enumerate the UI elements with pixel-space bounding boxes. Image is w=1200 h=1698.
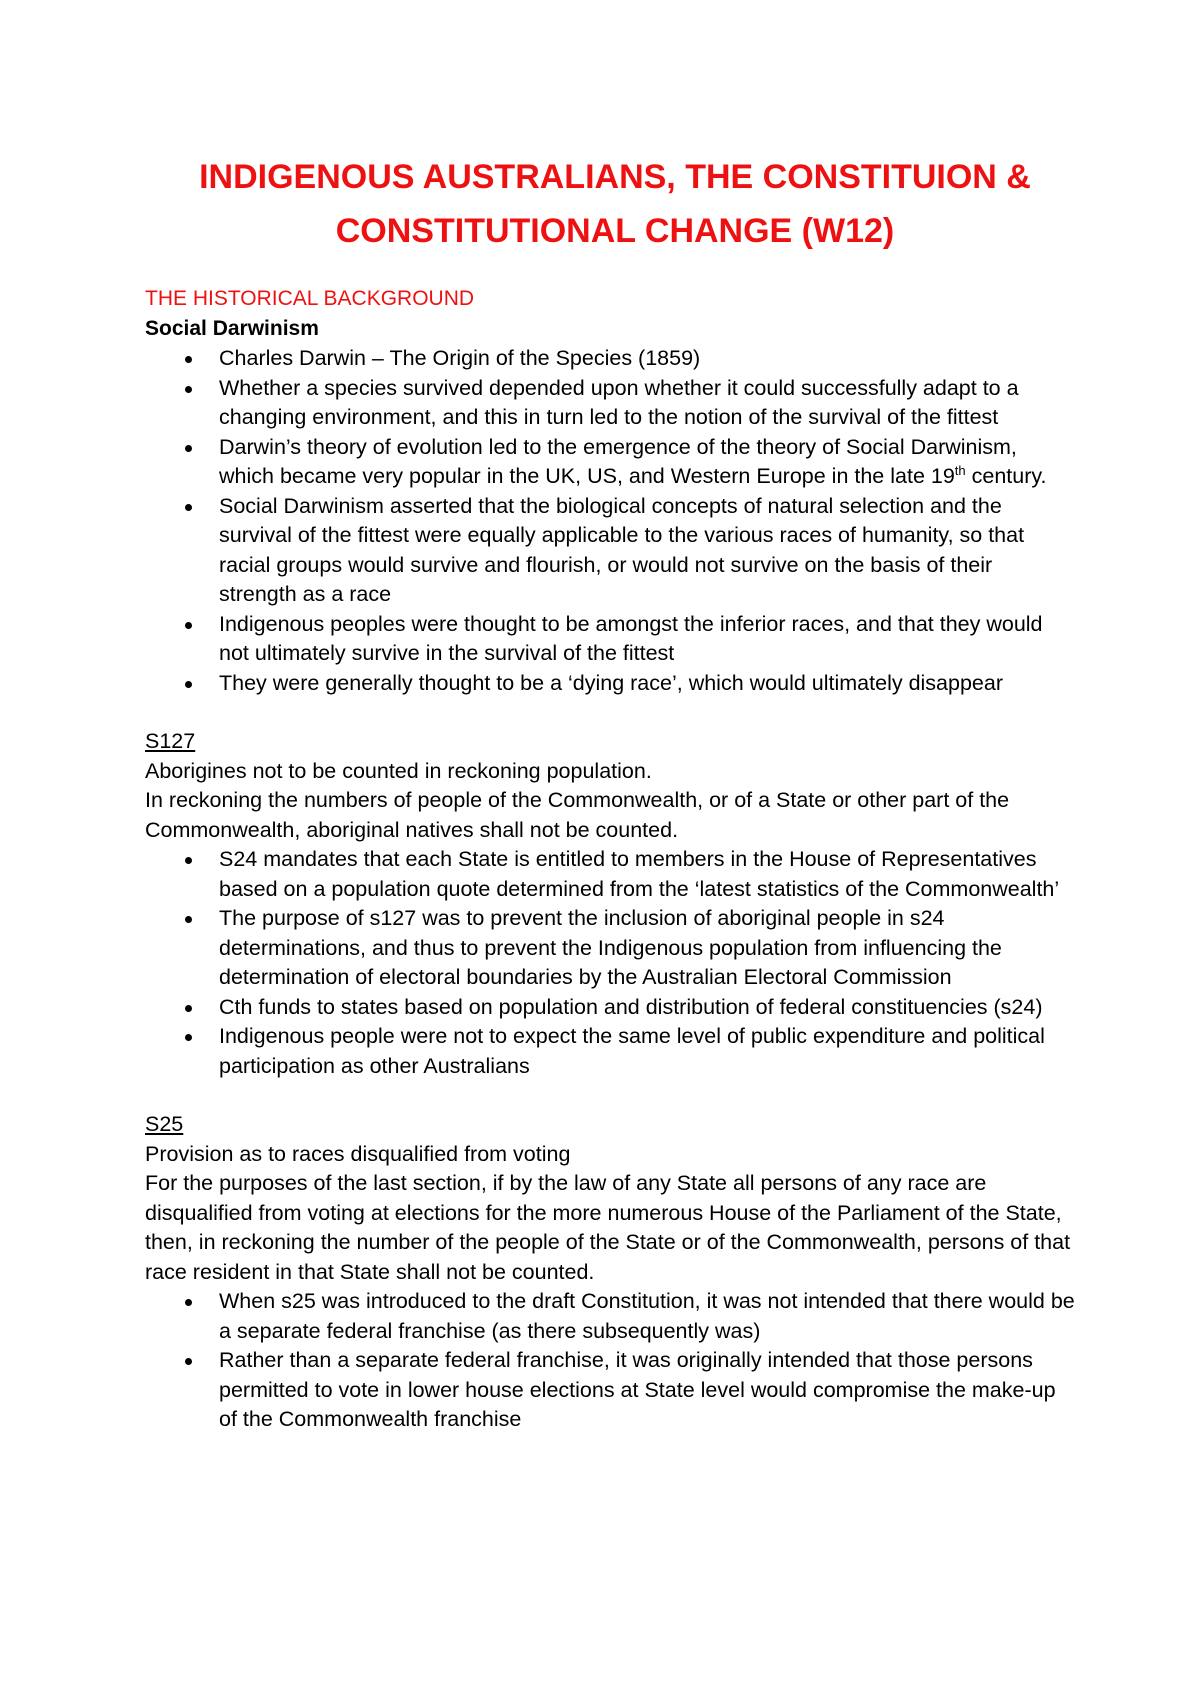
section-caption: Provision as to races disqualified from voting [145,1141,571,1166]
section-text: For the purposes of the last section, if by the law of any State all persons of any race are disqualified from voting at elections for the more numerous House of the Parliament of the State, then, in reckoning the number of the people of the State or of the Commonwealth, persons of that race resident in that State shall not be counted. [145,1171,1071,1284]
bullet-icon [185,356,192,363]
list-item-text: The purpose of s127 was to prevent the inclusion of aboriginal people in s24 determinations, and thus to prevent the Indigenous population from influencing the determination of electoral boundaries by the Australian Electoral Commission [219,906,1002,989]
bullet-list [145,1287,1075,1435]
list-item [145,845,1075,904]
bullet-icon [185,1005,192,1012]
bullet-icon [185,681,192,688]
bullet-icon [185,1034,192,1041]
list-item-text-tail: century. [965,464,1047,488]
list-item [145,374,1075,433]
spacer [145,698,1075,727]
section-heading: THE HISTORICAL BACKGROUND [145,287,475,310]
list-item [145,993,1075,1023]
bullet-icon [185,622,192,629]
bullet-icon [185,857,192,864]
list-item-text: They were generally thought to be a ‘dying race’, which would ultimately disappear [219,670,1003,695]
list-item-text: Darwin’s theory of evolution led to the emergence of the theory of Social Darwinism, which became very popular in the UK, US, and Western Europe in the late 19 [219,434,1017,488]
list-item [145,1346,1075,1435]
bullet-icon [185,916,192,923]
list-item-text: Rather than a separate federal franchise, it was originally intended that those persons permitted to vote in lower house elections at State level would compromise the make-up of the Commonwealth franchise [219,1348,1056,1431]
list-item [145,610,1075,669]
section-label-s25: S25 [145,1112,184,1136]
document-title [145,150,1075,258]
subheading-social-darwinism: Social Darwinism [145,317,319,340]
title-line-1: INDIGENOUS AUSTRALIANS, THE CONSTITUION & [199,158,1031,196]
list-item [145,669,1075,699]
bullet-list [145,344,1075,698]
list-item-text: When s25 was introduced to the draft Constitution, it was not intended that there would be a separate federal franchise (as there subsequently was) [219,1289,1075,1343]
list-item-text: Indigenous people were not to expect the same level of public expenditure and political participation as other Australians [219,1024,1045,1078]
list-item [145,433,1075,492]
list-item [145,1287,1075,1346]
bullet-icon [185,386,192,393]
bullet-list [145,845,1075,1081]
list-item-text: Whether a species survived depended upon whether it could successfully adapt to a changing environment, and this in turn led to the notion of the survival of the fittest [219,375,1019,429]
section-label-s127: S127 [145,729,196,753]
list-item [145,492,1075,610]
title-line-2: CONSTITUTIONAL CHANGE (W12) [335,212,895,250]
spacer [145,1081,1075,1110]
bullet-icon [185,1358,192,1365]
list-item [145,344,1075,374]
list-item [145,904,1075,993]
list-item-text: Charles Darwin – The Origin of the Species (1859) [219,346,701,370]
list-item-text: Social Darwinism asserted that the biological concepts of natural selection and the survival of the fittest were equally applicable to the various races of humanity, so that racial groups would survive and flourish, or would not survive on the basis of their strength as a race [219,493,1025,606]
list-item [145,1022,1075,1081]
superscript: th [954,462,966,478]
section-text: In reckoning the numbers of people of the Commonwealth, or of a State or other part of the Commonwealth, aboriginal natives shall not be counted. [145,788,1010,842]
section-caption: Aborigines not to be counted in reckoning population. [145,758,652,783]
list-item-text: S24 mandates that each State is entitled to members in the House of Representatives based on a population quote determined from the ‘latest statistics of the Commonwealth’ [219,847,1060,901]
section-s25 [145,1110,1075,1435]
bullet-icon [185,445,192,452]
section-s127 [145,727,1075,1081]
document-content [145,150,1075,1435]
bullet-icon [185,504,192,511]
bullet-icon [185,1299,192,1306]
list-item-text: Indigenous peoples were thought to be amongst the inferior races, and that they would not ultimately survive in the survival of the fittest [219,611,1043,665]
list-item-text: Cth funds to states based on population and distribution of federal constituencies (s24) [219,994,1043,1019]
section-historical-background [145,284,1075,698]
